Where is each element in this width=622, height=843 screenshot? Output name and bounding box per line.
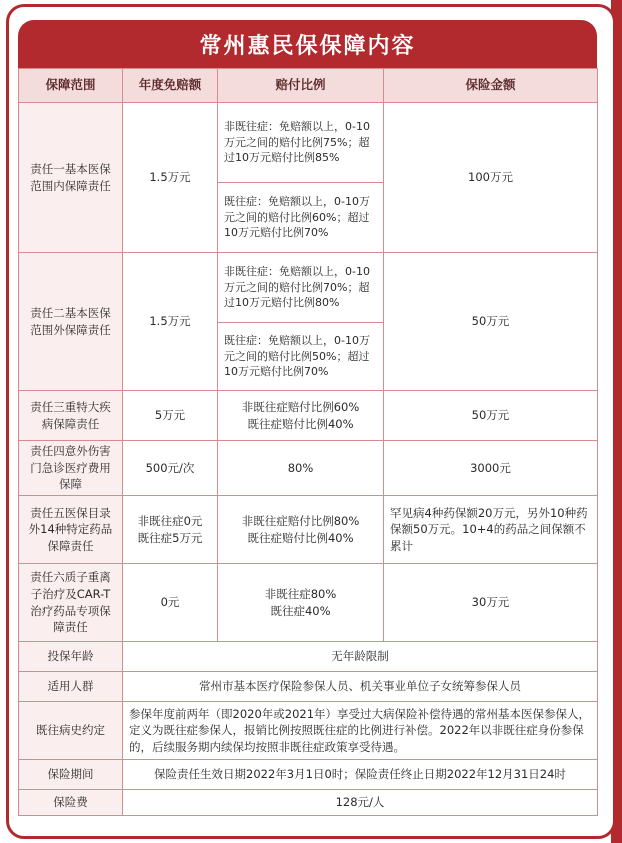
- ratio-line: 既往症40%: [270, 603, 331, 618]
- amount-cell: 50万元: [384, 253, 598, 391]
- ratio-line: 非既往症赔付比例80%: [241, 513, 360, 528]
- scope-cell: 责任一基本医保范围内保障责任: [19, 103, 123, 253]
- header-deductible: 年度免赔额: [123, 69, 218, 103]
- ratio-line: 既往症赔付比例40%: [247, 530, 354, 545]
- scope-cell: 责任四意外伤害门急诊医疗费用保障: [19, 441, 123, 496]
- deductible-cell: 0元: [123, 564, 218, 642]
- amount-cell: 30万元: [384, 564, 598, 642]
- info-value: 无年龄限制: [123, 642, 598, 672]
- info-label: 适用人群: [19, 672, 123, 702]
- info-label: 投保年龄: [19, 642, 123, 672]
- scope-cell: 责任六质子重离子治疗及CAR-T治疗药品专项保障责任: [19, 564, 123, 642]
- info-row-people: [19, 672, 598, 702]
- table-row: [19, 564, 598, 642]
- info-value: 保险责任生效日期2022年3月1日0时；保险责任终止日期2022年12月31日24时: [123, 760, 598, 790]
- scope-cell: 责任二基本医保范围外保障责任: [19, 253, 123, 391]
- header-ratio: 赔付比例: [218, 69, 384, 103]
- info-row-fee: [19, 790, 598, 816]
- header-scope: 保障范围: [19, 69, 123, 103]
- info-row-age: [19, 642, 598, 672]
- deductible-cell: 500元/次: [123, 441, 218, 496]
- scope-cell: 责任三重特大疾病保障责任: [19, 391, 123, 441]
- info-label: 保险期间: [19, 760, 123, 790]
- ratio-line: 非既往症赔付比例60%: [241, 399, 360, 414]
- ratio-cell: 既往症：免赔额以上，0-10万元之间的赔付比例60%；超过10万元赔付比例70%: [218, 183, 384, 253]
- info-label: 既往病史约定: [19, 702, 123, 760]
- table-row: [19, 441, 598, 496]
- ratio-cell: [218, 391, 384, 441]
- deductible-cell: 1.5万元: [123, 103, 218, 253]
- info-row-history: [19, 702, 598, 760]
- amount-cell: 罕见病4种药保额20万元，另外10种药保额50万元。10+4的药品之间保额不累计: [384, 496, 598, 564]
- ratio-cell: 非既往症：免赔额以上，0-10万元之间的赔付比例70%；超过10万元赔付比例80%: [218, 253, 384, 323]
- deductible-cell: [123, 496, 218, 564]
- ratio-line: 既往症赔付比例40%: [247, 416, 354, 431]
- page-title: 常州惠民保保障内容: [18, 20, 597, 68]
- ratio-cell: 非既往症：免赔额以上，0-10万元之间的赔付比例75%；超过10万元赔付比例85%: [218, 103, 384, 183]
- info-value: 常州市基本医疗保险参保人员、机关事业单位子女统筹参保人员: [123, 672, 598, 702]
- info-label: 保险费: [19, 790, 123, 816]
- deductible-cell: 5万元: [123, 391, 218, 441]
- ratio-cell: 80%: [218, 441, 384, 496]
- table-row: [19, 496, 598, 564]
- amount-cell: 100万元: [384, 103, 598, 253]
- table-header-row: [19, 69, 598, 103]
- ratio-cell: [218, 496, 384, 564]
- deductible-line: 非既往症0元: [137, 513, 203, 528]
- table-row: [19, 253, 598, 323]
- ratio-cell: 既往症：免赔额以上，0-10万元之间的赔付比例50%；超过10万元赔付比例70%: [218, 323, 384, 391]
- table-row: [19, 391, 598, 441]
- scope-cell: 责任五医保目录外14种特定药品保障责任: [19, 496, 123, 564]
- header-amount: 保险金额: [384, 69, 598, 103]
- amount-cell: 50万元: [384, 391, 598, 441]
- ratio-line: 非既往症80%: [264, 586, 337, 601]
- table-row: [19, 103, 598, 183]
- info-value: 128元/人: [123, 790, 598, 816]
- amount-cell: 3000元: [384, 441, 598, 496]
- ratio-cell: [218, 564, 384, 642]
- deductible-line: 既往症5万元: [137, 530, 203, 545]
- coverage-table: [18, 68, 598, 816]
- info-value: 参保年度前两年（即2020年或2021年）享受过大病保险补偿待遇的常州基本医保参保人，定义为既往症参保人，报销比例按照既往症的比例进行补偿。2022年以非既往症身份参保的，后续服务期内续保均按照非既往症政策享受待遇。: [123, 702, 598, 760]
- info-row-period: [19, 760, 598, 790]
- deductible-cell: 1.5万元: [123, 253, 218, 391]
